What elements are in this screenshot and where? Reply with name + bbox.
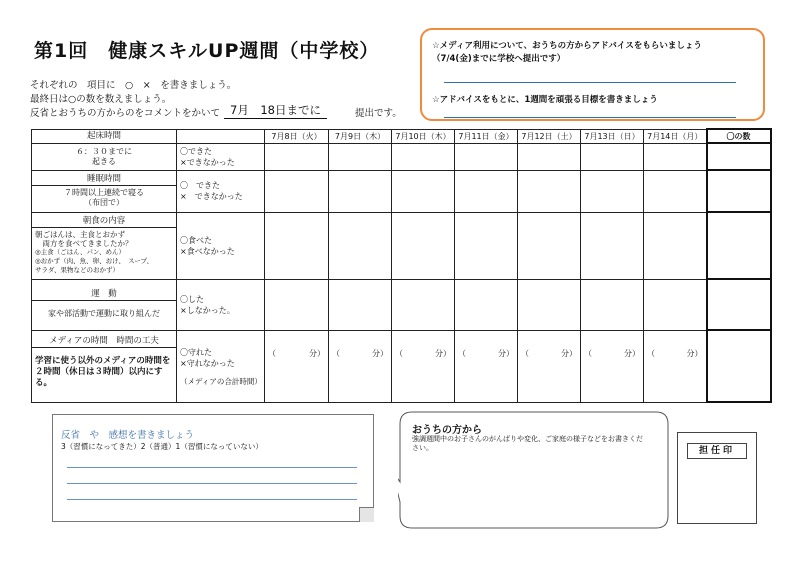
check-cell[interactable] — [644, 170, 707, 212]
count-header: 〇の数 — [707, 129, 771, 143]
check-cell[interactable] — [392, 279, 455, 330]
page-title: 第1回 健康スキルUP週間（中学校） — [34, 40, 380, 62]
media-advice-box — [420, 28, 765, 121]
check-cell[interactable] — [581, 212, 644, 279]
media-advice-deadline: （7/4(金)までに学校へ提出です） — [432, 54, 566, 64]
day-header: 7月8日（火） — [265, 129, 329, 143]
minutes-cell[interactable]: （ 分） — [644, 330, 707, 402]
check-cell[interactable] — [455, 170, 518, 212]
media-advice-question: ☆メディア利用について、おうちの方からアドバイスをもらいましょう — [432, 41, 702, 51]
check-cell[interactable] — [329, 143, 392, 170]
home-comment-desc: 強調週間中のお子さんのがんばりや変化、ご家庭の様子などをお書きください。 — [412, 435, 643, 452]
check-cell[interactable] — [644, 279, 707, 330]
reflection-write-line[interactable] — [67, 483, 357, 484]
home-comment-title: おうちの方から — [412, 425, 482, 436]
teacher-stamp-box[interactable] — [677, 432, 757, 524]
check-cell[interactable] — [329, 212, 392, 279]
exercise-options: 〇した ×しなかった。 — [177, 279, 265, 330]
sleep-options: 〇 できた × できなかった — [177, 170, 265, 212]
minutes-cell[interactable]: （ 分） — [581, 330, 644, 402]
instruction-line-1: それぞれの 項目に ○ × を書きましょう。 — [30, 80, 237, 91]
instruction-line-2: 最終日は○の数を数えましょう。 — [30, 94, 172, 105]
minutes-cell[interactable]: （ 分） — [455, 330, 518, 402]
check-cell[interactable] — [392, 212, 455, 279]
reflection-write-line[interactable] — [67, 467, 357, 468]
exercise-row-label: 運 動 家や部活動で運動に取り組んだ — [32, 279, 177, 330]
goal-write-line[interactable] — [444, 117, 736, 118]
check-cell[interactable] — [455, 212, 518, 279]
home-comment-box — [398, 410, 670, 530]
check-cell[interactable] — [455, 279, 518, 330]
page-fold-corner — [359, 507, 374, 522]
check-cell[interactable] — [455, 143, 518, 170]
media-options: 〇守れた ×守れなかった （メディアの合計時間） — [177, 330, 265, 402]
submit-text: 提出です。 — [355, 108, 402, 119]
check-cell[interactable] — [265, 170, 329, 212]
media-row-label: メディアの時間 時間の工夫 学習に使う以外のメディアの時間を２時間（休日は３時間）以内にする。 — [32, 330, 177, 402]
deadline-date: 7月 18日までに — [224, 102, 327, 119]
count-cell[interactable] — [707, 279, 771, 330]
breakfast-options: 〇食べた ×食べなかった — [177, 212, 265, 279]
reflection-write-line[interactable] — [67, 499, 357, 500]
check-cell[interactable] — [392, 170, 455, 212]
day-header: 7月12日（土） — [518, 129, 581, 143]
check-cell[interactable] — [644, 143, 707, 170]
check-cell[interactable] — [329, 279, 392, 330]
instruction-line-3: 反省とおうちの方からのをコメントをかいて — [30, 108, 221, 119]
count-cell[interactable] — [707, 212, 771, 279]
reflection-title: 反省 や 感想を書きましょう — [61, 430, 195, 441]
count-cell[interactable] — [707, 330, 771, 402]
check-cell[interactable] — [392, 143, 455, 170]
weekly-goal-question: ☆アドバイスをもとに、1週間を頑張る目標を書きましょう — [432, 95, 658, 105]
advice-write-line[interactable] — [444, 82, 736, 83]
count-cell[interactable] — [707, 170, 771, 212]
check-cell[interactable] — [265, 279, 329, 330]
wake-row-title: 起床時間 — [32, 129, 177, 143]
check-cell[interactable] — [644, 212, 707, 279]
minutes-cell[interactable]: （ 分） — [518, 330, 581, 402]
day-header: 7月13日（日） — [581, 129, 644, 143]
day-header: 7月9日（木） — [329, 129, 392, 143]
check-cell[interactable] — [265, 143, 329, 170]
check-cell[interactable] — [265, 212, 329, 279]
day-header: 7月14日（月） — [644, 129, 707, 143]
day-header: 7月10日（木） — [392, 129, 455, 143]
wake-row-label: ６：３０までに 起きる — [32, 143, 177, 170]
minutes-cell[interactable]: （ 分） — [392, 330, 455, 402]
check-cell[interactable] — [581, 279, 644, 330]
wake-options: 〇できた ×できなかった — [177, 143, 265, 170]
check-cell[interactable] — [581, 143, 644, 170]
reflection-box — [52, 414, 374, 522]
health-check-table — [31, 128, 772, 403]
check-cell[interactable] — [518, 212, 581, 279]
breakfast-row-label: 朝食の内容 朝ごはんは、主食とおかず 両方を食べてきましたか？ ◎主食（ごはん、パン、めん） ◎おかず（肉、魚、卵、おけ、 スープ、 サラダ、果物などのおかず） — [32, 212, 177, 279]
minutes-cell[interactable]: （ 分） — [265, 330, 329, 402]
reflection-scale: 3（習慣になってきた）2（普通）1（習慣になっていない） — [61, 442, 263, 451]
count-cell[interactable] — [707, 143, 771, 170]
sleep-row-label: 睡眠時間 ７時間以上連続で寝る （布団で） — [32, 170, 177, 212]
day-header: 7月11日（金） — [455, 129, 518, 143]
check-cell[interactable] — [329, 170, 392, 212]
minutes-cell[interactable]: （ 分） — [329, 330, 392, 402]
teacher-stamp-label: 担任印 — [687, 443, 747, 459]
check-cell[interactable] — [518, 279, 581, 330]
check-cell[interactable] — [518, 170, 581, 212]
check-cell[interactable] — [581, 170, 644, 212]
check-cell[interactable] — [518, 143, 581, 170]
